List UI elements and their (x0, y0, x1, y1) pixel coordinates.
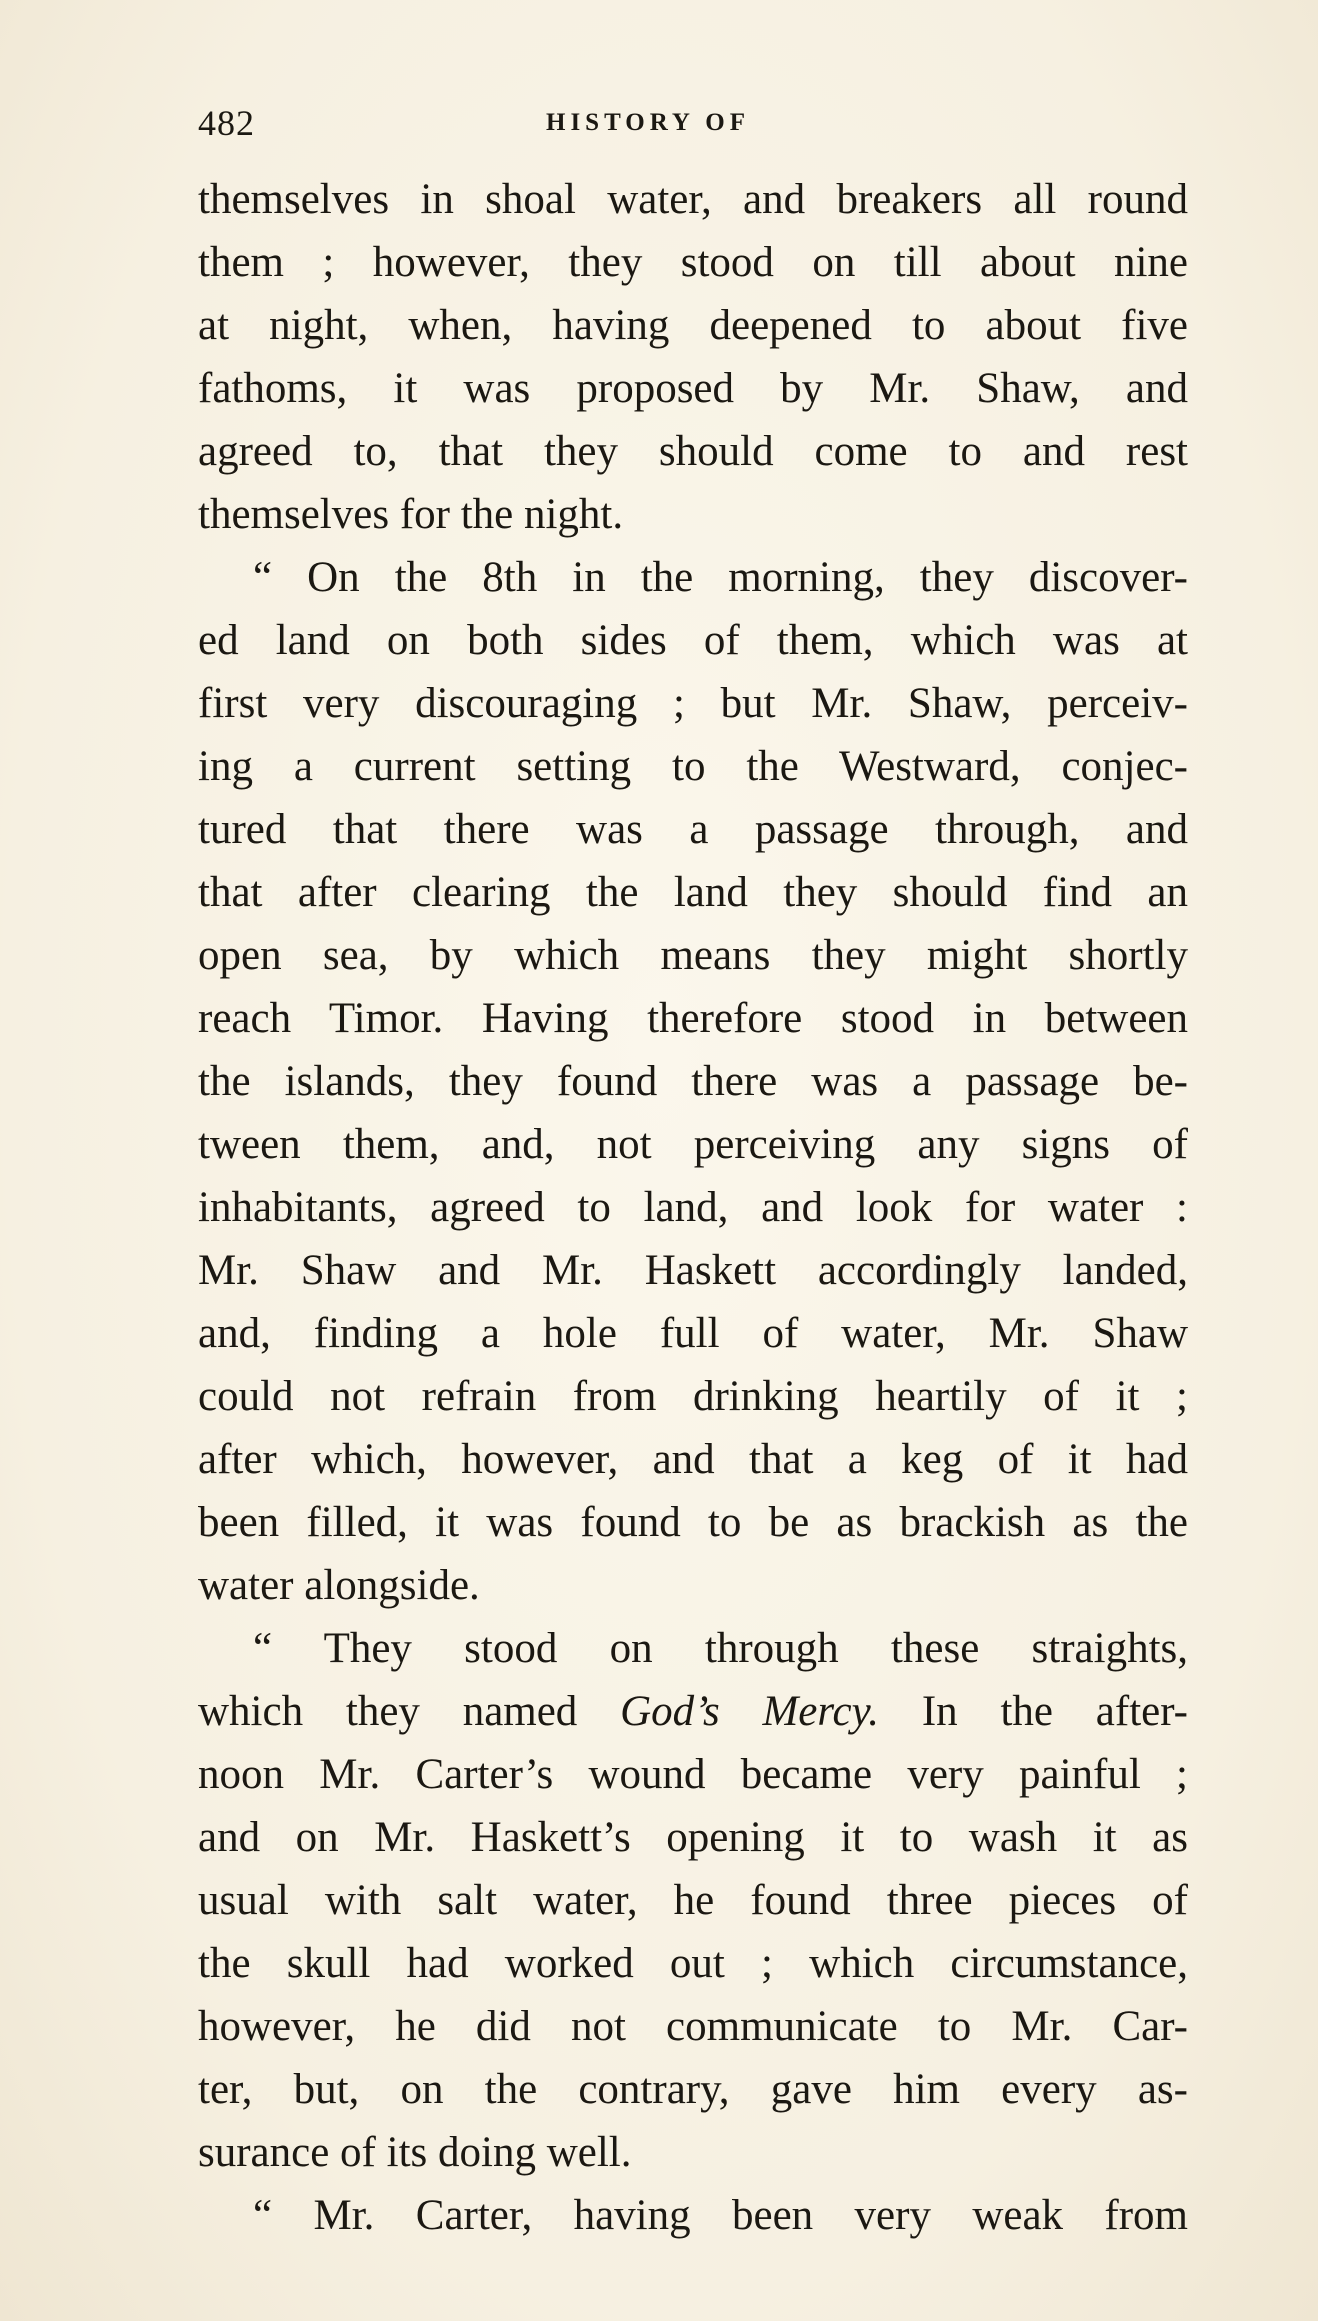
text-line: fathoms, it was proposed by Mr. Shaw, and (198, 365, 1188, 412)
text-line: themselves for the night. (198, 491, 624, 538)
text-line: at night, when, having deepened to about five (198, 302, 1188, 349)
text-segment: In the after- (921, 1688, 1189, 1735)
text-line: water alongside. (198, 1562, 480, 1609)
text-line: tured that there was a passage through, and (198, 806, 1188, 853)
text-line: ter, but, on the contrary, gave him every as- (198, 2066, 1188, 2113)
text-line: the islands, they found there was a passage be- (198, 1058, 1188, 1105)
text-line: ing a current setting to the Westward, conjec- (198, 743, 1188, 790)
text-line: and on Mr. Haskett’s opening it to wash it as (198, 1814, 1188, 1861)
text-line: ed land on both sides of them, which was at (198, 617, 1188, 664)
text-line: “ On the 8th in the morning, they discover- (253, 554, 1188, 601)
text-line: after which, however, and that a keg of it had (198, 1436, 1188, 1483)
text-line: inhabitants, agreed to land, and look for water : (198, 1184, 1188, 1231)
body-text (198, 168, 1188, 2247)
text-line: surance of its doing well. (198, 2129, 632, 2176)
text-line: first very discouraging ; but Mr. Shaw, perceiv- (198, 680, 1188, 727)
text-line: could not refrain from drinking heartily of it ; (198, 1373, 1188, 1420)
text-line: “ They stood on through these straights, (253, 1625, 1188, 1672)
text-line: and, finding a hole full of water, Mr. Shaw (198, 1310, 1188, 1357)
text-line: tween them, and, not perceiving any signs of (198, 1121, 1188, 1168)
text-line: usual with salt water, he found three pieces of (198, 1877, 1188, 1924)
text-segment: which they named (198, 1688, 578, 1735)
text-line: themselves in shoal water, and breakers all round (198, 176, 1188, 223)
text-line: the skull had worked out ; which circumstance, (198, 1940, 1188, 1987)
italic-ship-name: God’s Mercy. (620, 1688, 880, 1735)
text-line: reach Timor. Having therefore stood in between (198, 995, 1188, 1042)
running-head (198, 103, 1208, 143)
text-line: them ; however, they stood on till about nine (198, 239, 1188, 286)
page-number: 482 (198, 103, 255, 143)
text-line: noon Mr. Carter’s wound became very painful ; (198, 1751, 1188, 1798)
text-line: been filled, it was found to be as brackish as the (198, 1499, 1188, 1546)
running-title: HISTORY OF (546, 109, 751, 136)
text-line: open sea, by which means they might shortly (198, 932, 1188, 979)
text-line: however, he did not communicate to Mr. Car- (198, 2003, 1188, 2050)
text-line: “ Mr. Carter, having been very weak from (253, 2192, 1188, 2239)
text-line-mixed (198, 1680, 1188, 1743)
text-line: agreed to, that they should come to and rest (198, 428, 1188, 475)
text-line: Mr. Shaw and Mr. Haskett accordingly landed, (198, 1247, 1188, 1294)
text-line: that after clearing the land they should find an (198, 869, 1188, 916)
